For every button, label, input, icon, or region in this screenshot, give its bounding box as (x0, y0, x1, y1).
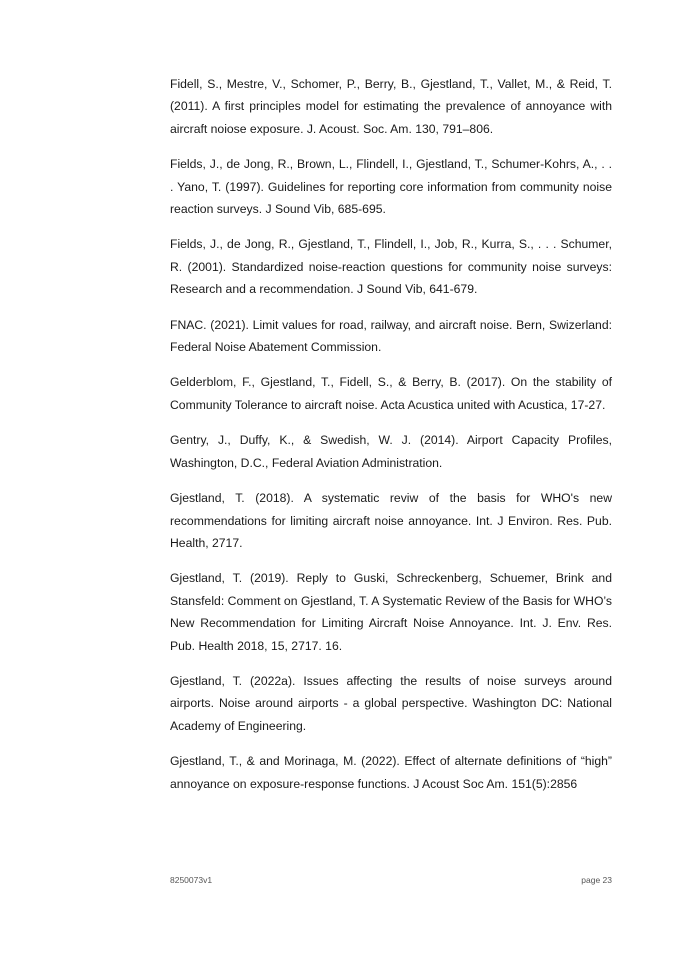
reference-item: Gjestland, T. (2018). A systematic reviw of the basis for WHO's new recommendations for limiting aircraft noise annoyance. Int. J Environ. Res. Pub. Health, 2717. (170, 491, 612, 550)
reference-item: Gelderblom, F., Gjestland, T., Fidell, S., & Berry, B. (2017). On the stability of Community Tolerance to aircraft noise. Acta Acustica united with Acustica, 17-27. (170, 375, 612, 412)
reference-item: Gjestland, T., & and Morinaga, M. (2022). Effect of alternate definitions of “high” annoyance on exposure-response functions. J Acoust Soc Am. 151(5):2856 (170, 754, 612, 791)
reference-item: Fidell, S., Mestre, V., Schomer, P., Berry, B., Gjestland, T., Vallet, M., & Reid, T. (2011). A first principles model for estimating the prevalence of annoyance with aircraft noiose exposure. J. Acoust. Soc. Am. 130, 791–806. (170, 77, 612, 136)
reference-list (170, 73, 612, 808)
reference-item: Fields, J., de Jong, R., Brown, L., Flindell, I., Gjestland, T., Schumer-Kohrs, A., . . . Yano, T. (1997). Guidelines for reporting core information from community noise reaction surveys. J Sound Vib, 685-695. (170, 157, 612, 217)
reference-item: Gentry, J., Duffy, K., & Swedish, W. J. (2014). Airport Capacity Profiles, Washington, D.C., Federal Aviation Administration. (170, 433, 612, 470)
reference-item: Fields, J., de Jong, R., Gjestland, T., Flindell, I., Job, R., Kurra, S., . . . Schumer, R. (2001). Standardized noise-reaction questions for community noise surveys: Research and a recommendation. J Sound Vib, 641-679. (170, 237, 612, 297)
footer-doc-id: 8250073v1 (170, 875, 213, 885)
footer-page-number: page 23 (581, 875, 612, 885)
reference-item: FNAC. (2021). Limit values for road, railway, and aircraft noise. Bern, Swizerland: Federal Noise Abatement Commission. (170, 317, 612, 355)
reference-item: Gjestland, T. (2019). Reply to Guski, Schreckenberg, Schuemer, Brink and Stansfeld: Comment on Gjestland, T. A Systematic Review of the Basis for WHO’s New Recommendation for Limiting Aircraft Noise Annoyance. Int. J. Env. Res. Pub. Health 2018, 15, 2717. 16. (170, 571, 612, 653)
reference-item: Gjestland, T. (2022a). Issues affecting the results of noise surveys around airports. Noise around airports - a global perspective. Washington DC: National Academy of Engineering. (170, 673, 612, 733)
